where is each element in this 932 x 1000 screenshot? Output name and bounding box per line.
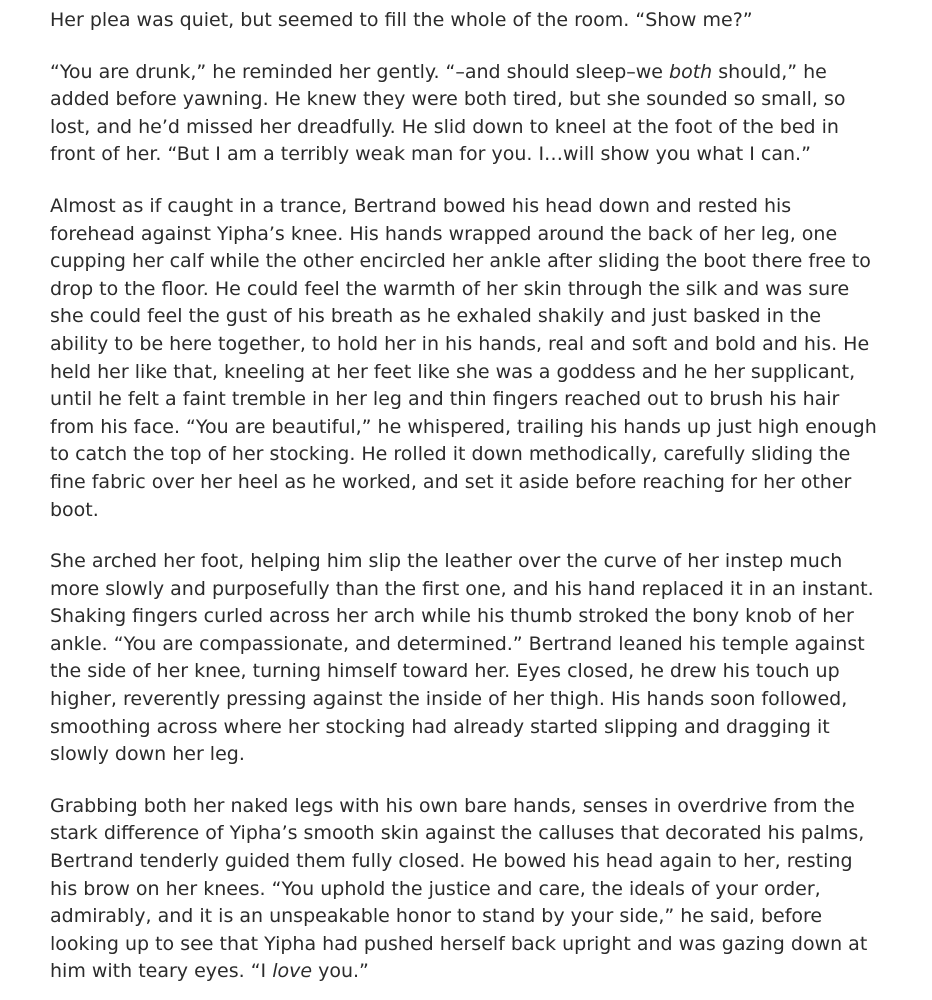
text-line bbox=[50, 903, 892, 931]
text-line bbox=[50, 331, 892, 359]
text-line bbox=[50, 631, 892, 659]
text-segment: forehead against Yipha’s knee. His hands wrapped around the back of her leg, one bbox=[50, 222, 838, 245]
text-line bbox=[50, 848, 892, 876]
text-line bbox=[50, 386, 892, 414]
paragraph bbox=[50, 59, 892, 169]
paragraph bbox=[50, 7, 892, 35]
emphasized-word: love bbox=[272, 960, 313, 983]
text-segment: ankle. “You are compassionate, and determined.” Bertrand leaned his temple against bbox=[50, 632, 865, 655]
text-segment: lost, and he’d missed her dreadfully. He slid down to kneel at the foot of the bed in bbox=[50, 115, 839, 138]
text-line bbox=[50, 193, 892, 221]
text-line bbox=[50, 141, 892, 169]
text-segment: slowly down her leg. bbox=[50, 743, 245, 766]
text-segment: until he felt a faint tremble in her leg and thin fingers reached out to brush his hair bbox=[50, 388, 840, 411]
text-line bbox=[50, 958, 892, 986]
text-line bbox=[50, 221, 892, 249]
text-line bbox=[50, 441, 892, 469]
text-line bbox=[50, 793, 892, 821]
text-line bbox=[50, 276, 892, 304]
text-segment: added before yawning. He knew they were both tired, but she sounded so small, so bbox=[50, 88, 846, 111]
text-segment: Almost as if caught in a trance, Bertrand bowed his head down and rested his bbox=[50, 194, 792, 217]
text-line bbox=[50, 603, 892, 631]
text-line bbox=[50, 469, 892, 497]
paragraph bbox=[50, 548, 892, 769]
text-line bbox=[50, 248, 892, 276]
text-line bbox=[50, 497, 892, 525]
paragraph bbox=[50, 193, 892, 524]
text-segment: drop to the floor. He could feel the warmth of her skin through the silk and was sure bbox=[50, 277, 850, 300]
text-segment: held her like that, kneeling at her feet like she was a goddess and he her supplicant, bbox=[50, 360, 856, 383]
paragraph bbox=[50, 793, 892, 986]
text-segment: front of her. “But I am a terribly weak man for you. I…will show you what I can.” bbox=[50, 143, 811, 166]
text-line bbox=[50, 59, 892, 87]
text-segment: She arched her foot, helping him slip the leather over the curve of her instep much bbox=[50, 550, 843, 573]
text-segment: ability to be here together, to hold her in his hands, real and soft and bold and his. He bbox=[50, 332, 870, 355]
text-segment: “You are drunk,” he reminded her gently. “–and should sleep–we bbox=[50, 60, 670, 83]
text-segment: him with teary eyes. “I bbox=[50, 960, 273, 983]
text-line bbox=[50, 414, 892, 442]
text-segment: from his face. “You are beautiful,” he whispered, trailing his hands up just high enough bbox=[50, 415, 877, 438]
text-segment: Bertrand tenderly guided them fully closed. He bowed his head again to her, resting bbox=[50, 850, 853, 873]
text-segment: looking up to see that Yipha had pushed herself back upright and was gazing down at bbox=[50, 932, 868, 955]
text-segment: fine fabric over her heel as he worked, and set it aside before reaching for her other bbox=[50, 470, 852, 493]
text-segment: higher, reverently pressing against the inside of her thigh. His hands soon followed, bbox=[50, 688, 848, 711]
text-segment: cupping her calf while the other encircled her ankle after sliding the boot there free to bbox=[50, 250, 871, 273]
text-segment: to catch the top of her stocking. He rolled it down methodically, carefully sliding the bbox=[50, 443, 851, 466]
text-line bbox=[50, 931, 892, 959]
text-line bbox=[50, 548, 892, 576]
text-line bbox=[50, 658, 892, 686]
text-line bbox=[50, 820, 892, 848]
text-line bbox=[50, 876, 892, 904]
text-line bbox=[50, 7, 892, 35]
text-line bbox=[50, 303, 892, 331]
text-segment: Grabbing both her naked legs with his own bare hands, senses in overdrive from the bbox=[50, 794, 855, 817]
text-segment: she could feel the gust of his breath as he exhaled shakily and just basked in the bbox=[50, 305, 822, 328]
text-line bbox=[50, 741, 892, 769]
text-segment: you.” bbox=[312, 960, 369, 983]
text-segment: admirably, and it is an unspeakable honor to stand by your side,” he said, before bbox=[50, 905, 823, 928]
text-segment: smoothing across where her stocking had already started slipping and dragging it bbox=[50, 715, 830, 738]
text-line bbox=[50, 714, 892, 742]
emphasized-word: both bbox=[669, 60, 713, 83]
text-segment: Her plea was quiet, but seemed to fill the whole of the room. “Show me?” bbox=[50, 9, 753, 31]
text-segment: his brow on her knees. “You uphold the justice and care, the ideals of your order, bbox=[50, 877, 821, 900]
text-segment: boot. bbox=[50, 498, 99, 521]
text-segment: stark difference of Yipha’s smooth skin against the calluses that decorated his palms, bbox=[50, 822, 865, 845]
text-line bbox=[50, 686, 892, 714]
text-segment: Shaking fingers curled across her arch while his thumb stroked the bony knob of her bbox=[50, 605, 854, 628]
text-line bbox=[50, 576, 892, 604]
text-line bbox=[50, 359, 892, 387]
text-segment: should,” he bbox=[712, 60, 827, 83]
text-line bbox=[50, 86, 892, 114]
text-segment: more slowly and purposefully than the first one, and his hand replaced it in an instant. bbox=[50, 577, 874, 600]
text-segment: the side of her knee, turning himself toward her. Eyes closed, he drew his touch up bbox=[50, 660, 840, 683]
text-line bbox=[50, 114, 892, 142]
